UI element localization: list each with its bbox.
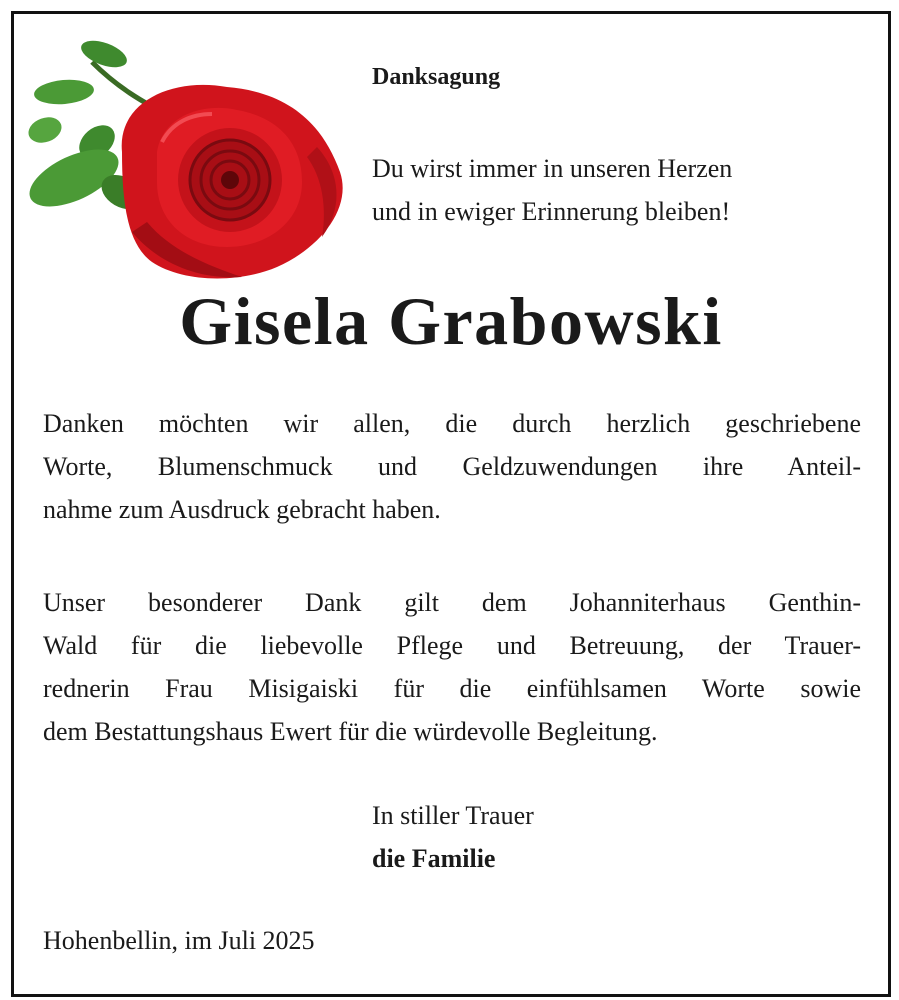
paragraph-line: Wald für die liebevolle Pflege und Betreuung, der Trauer- (43, 631, 861, 660)
thanks-paragraph (43, 402, 861, 531)
notice-heading: Danksagung (372, 64, 501, 90)
special-thanks-paragraph (43, 581, 861, 753)
closing-line: In stiller Trauer (372, 801, 534, 830)
deceased-name: Gisela Grabowski (179, 283, 723, 359)
paragraph-line: Unser besonderer Dank gilt dem Johanniterhaus Genthin- (43, 588, 861, 617)
paragraph-line: dem Bestattungshaus Ewert für die würdevolle Begleitung. (43, 717, 658, 746)
motto-line: und in ewiger Erinnerung bleiben! (372, 197, 731, 226)
red-rose-icon (22, 32, 347, 287)
paragraph-line: nahme zum Ausdruck gebracht haben. (43, 495, 441, 524)
paragraph-line: rednerin Frau Misigaiski für die einfühlsamen Worte sowie (43, 674, 861, 703)
closing (372, 794, 534, 880)
paragraph-line: Danken möchten wir allen, die durch herzlich geschriebene (43, 409, 861, 438)
signature: die Familie (372, 844, 496, 873)
place-date: Hohenbellin, im Juli 2025 (43, 926, 315, 955)
obituary-notice (11, 11, 891, 997)
motto (372, 147, 732, 233)
paragraph-line: Worte, Blumenschmuck und Geldzuwendungen ihre Anteil- (43, 452, 861, 481)
motto-line: Du wirst immer in unseren Herzen (372, 154, 733, 183)
